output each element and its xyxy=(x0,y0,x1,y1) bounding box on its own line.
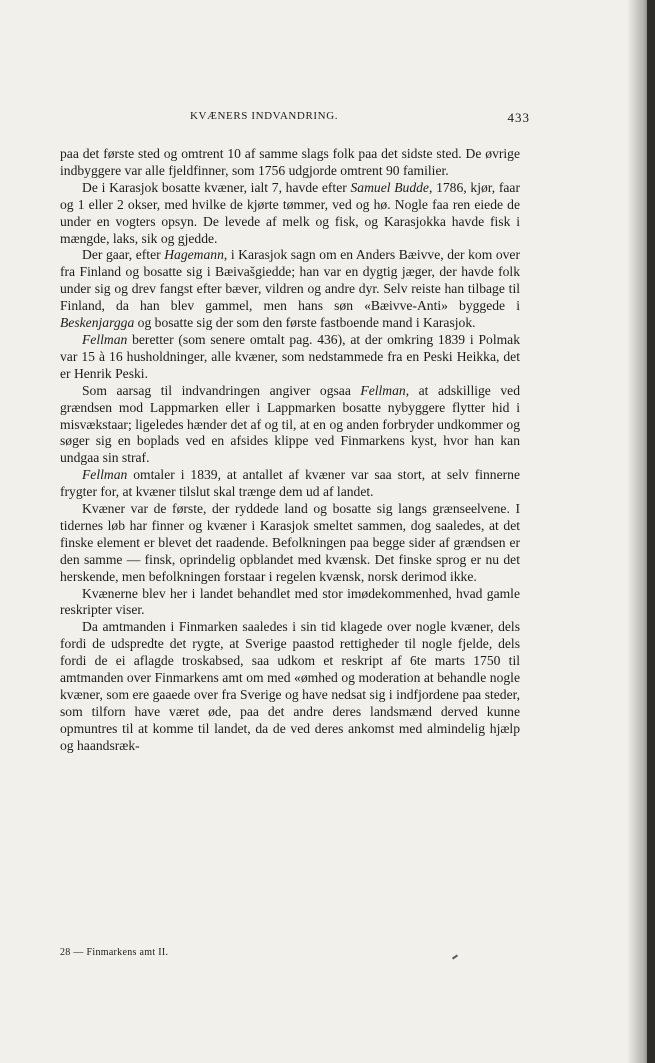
italic-name: Beskenjargga xyxy=(60,315,135,331)
italic-name: Hagemann xyxy=(164,247,224,263)
paragraph xyxy=(60,467,520,501)
text-run: beretter (som senere omtalt pag. 436), at der omkring 1839 i Polmak var 15 à 16 husholdninger, alle kvæner, som nedstammede fra en Peski Heikka, det er Henrik Peski. xyxy=(60,331,520,381)
text-run: og bosatte sig der som den første fastboende mand i Karasjok. xyxy=(134,315,476,331)
paragraph xyxy=(60,180,520,248)
italic-name: Fellman xyxy=(82,467,128,483)
paragraph xyxy=(60,619,520,754)
text-run: Der gaar, efter xyxy=(82,247,165,263)
body-text xyxy=(60,146,520,755)
paragraph xyxy=(60,247,520,332)
text-run: omtaler i 1839, at antallet af kvæner var saa stort, at selv finnerne frygter for, at kvæner tilslut skal trænge dem ud af landet. xyxy=(60,467,520,500)
italic-name: Samuel Budde xyxy=(350,179,429,195)
italic-name: Fellman xyxy=(82,331,128,347)
page-edge-band xyxy=(647,0,655,1063)
italic-name: Fellman xyxy=(360,382,406,398)
text-run: Da amtmanden i Finmarken saaledes i sin tid klagede over nogle kvæner, dels fordi de udspredte det rygte, at Sverige paastod rettigheder til nogle fjelde, dels fordi de ei aflagde troskabsed, saa udkom et reskript af 6te marts 1750 til amtmanden over Finmarkens amt om med «ømhed og moderation at behandle nogle kvæner, som ere gaaede over fra Sverige og have nedsat sig i indfjordene paa steder, som tilforn have været øde, paa det andre deres landsmænd derved kunne opmuntres til at komme til landet, da de ved deres ankomst med almindelig hjælp og haandsræk- xyxy=(60,619,520,753)
text-run: paa det første sted og omtrent 10 af samme slags folk paa det sidste sted. De øvrige indbyggere var alle fjeldfinner, som 1756 udgjorde omtrent 90 familier. xyxy=(60,146,520,178)
text-run: , at adskillige ved grændsen mod Lappmarken eller i Lappmarken bosatte nybyggere flytter hid i misvækstaar; ligeledes hænder det af og til, at en og anden forbryder undkommer og søger sig en boplads ved en afsides klippe ved Finmarkens kyst, hvor han kan undgaa sin straf. xyxy=(60,382,521,466)
running-title: KVÆNERS INDVANDRING. xyxy=(190,110,339,122)
paragraph xyxy=(60,501,520,586)
paragraph xyxy=(60,146,520,180)
ink-speck xyxy=(452,954,458,959)
text-run: De i Karasjok bosatte kvæner, ialt 7, havde efter xyxy=(82,179,351,195)
text-run: , i Karasjok sagn om en Anders Bæivve, der kom over fra Finland og bosatte sig i Bæivašgiedde; han var en dygtig jæger, der havde folk under sig og drev fangst efter bæver, vildren og andre dyr. Selv reiste han tilbage til Finland, da han blev gammel, men hans søn «Bæivve-Anti» byggede i xyxy=(60,247,520,314)
text-run: , 1786, kjør, faar og 1 eller 2 okser, med hvilke de kjørte tømmer, ved og hø. Nogle faa ren eiede de under en vogters opsyn. De levede af melk og fisk, og Karasjokka havde fisk i mængde, laks, sik og gjedde. xyxy=(60,179,520,246)
text-run: Kvæner var de første, der ryddede land og bosatte sig langs grænseelvene. I tidernes løb har finner og kvæner i Karasjok smeltet sammen, dog saaledes, at det finske element er blevet det raadende. Befolkningen paa begge sider af grændsen er den samme — finsk, oprindelig opblandet med kvænsk. Det finske sprog er nu det herskende, men befolkningen forstaar i regelen kvænsk, norsk derimod ikke. xyxy=(60,501,520,584)
paragraph xyxy=(60,383,520,468)
paragraph xyxy=(60,586,520,620)
page-number: 433 xyxy=(507,110,530,125)
page-header xyxy=(60,110,530,128)
text-run: Kvænerne blev her i landet behandlet med stor imødekommenhed, hvad gamle reskripter viser. xyxy=(60,585,520,618)
paragraph xyxy=(60,332,520,383)
text-run: Som aarsag til indvandringen angiver ogsaa xyxy=(82,382,361,398)
printer-signature: 28 — Finmarkens amt II. xyxy=(60,947,169,958)
